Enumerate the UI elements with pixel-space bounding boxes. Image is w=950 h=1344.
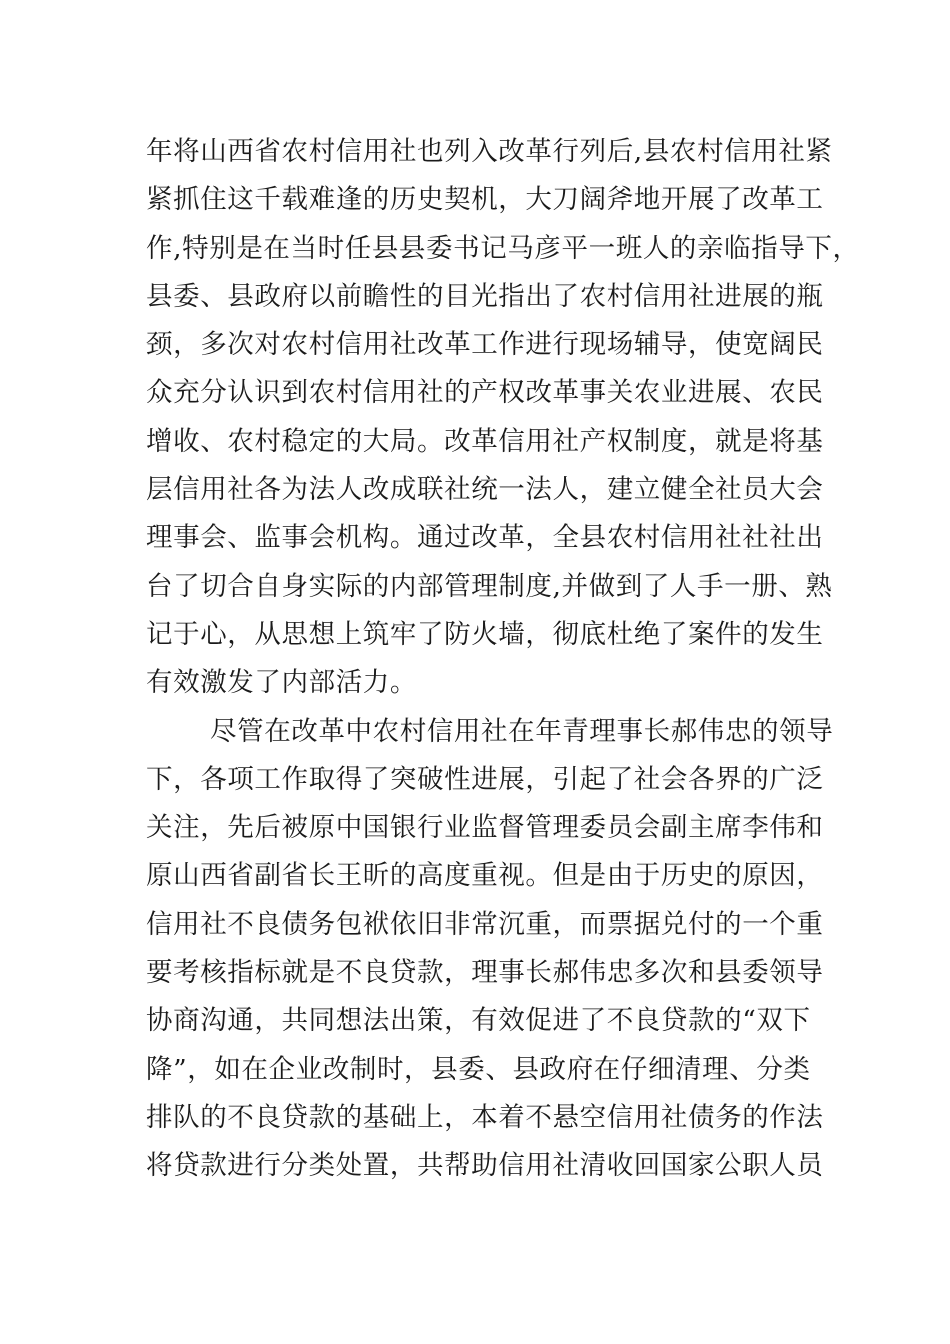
text-line: 县委、县政府以前瞻性的目光指出了农村信用社进展的瓶	[146, 280, 824, 312]
text-line: 降”，如在企业改制时，县委、县政府在仔细清理、分类	[146, 1053, 811, 1085]
text-line: 将贷款进行分类处置，共帮助信用社清收回国家公职人员	[146, 1150, 824, 1182]
text-line: 颈，多次对农村信用社改革工作进行现场辅导，使宽阔民	[146, 329, 824, 361]
text-line: 层信用社各为法人改成联社统一法人，建立健全社员大会	[146, 474, 824, 506]
text-line: 记于心，从思想上筑牢了防火墙，彻底杜绝了案件的发生	[146, 618, 824, 650]
text-line: 众充分认识到农村信用社的产权改革事关农业进展、农民	[146, 377, 824, 409]
text-line: 排队的不良贷款的基础上，本着不悬空信用社债务的作法	[146, 1101, 824, 1133]
text-line: 作,特别是在当时任县县委书记马彦平一班人的亲临指导下，	[146, 232, 860, 264]
text-line: 要考核指标就是不良贷款，理事长郝伟忠多次和县委领导	[146, 957, 824, 989]
text-line: 紧抓住这千载难逢的历史契机，大刀阔斧地开展了改革工	[146, 184, 824, 216]
document-body	[146, 128, 860, 1191]
text-line: 理事会、监事会机构。通过改革，全县农村信用社社社出	[146, 522, 824, 554]
text-line: 协商沟通，共同想法出策，有效促进了不良贷款的“双下	[146, 1005, 811, 1037]
text-line: 信用社不良债务包袱依旧非常沉重，而票据兑付的一个重	[146, 908, 824, 940]
text-line: 关注，先后被原中国银行业监督管理委员会副主席李伟和	[146, 812, 824, 844]
text-line: 增收、农村稳定的大局。改革信用社产权制度，就是将基	[146, 425, 824, 457]
text-line: 有效激发了内部活力。	[146, 667, 417, 699]
text-line: 尽管在改革中农村信用社在年青理事长郝伟忠的领导	[210, 715, 834, 747]
text-line: 年将山西省农村信用社也列入改革行列后,县农村信用社紧	[146, 136, 833, 167]
text-line: 下，各项工作取得了突破性进展，引起了社会各界的广泛	[146, 763, 824, 795]
text-line: 原山西省副省长王昕的高度重视。但是由于历史的原因，	[146, 860, 824, 892]
paragraph-1	[146, 128, 860, 708]
paragraph-2	[146, 708, 834, 1191]
text-line: 台了切合自身实际的内部管理制度,并做到了人手一册、熟	[146, 570, 833, 602]
